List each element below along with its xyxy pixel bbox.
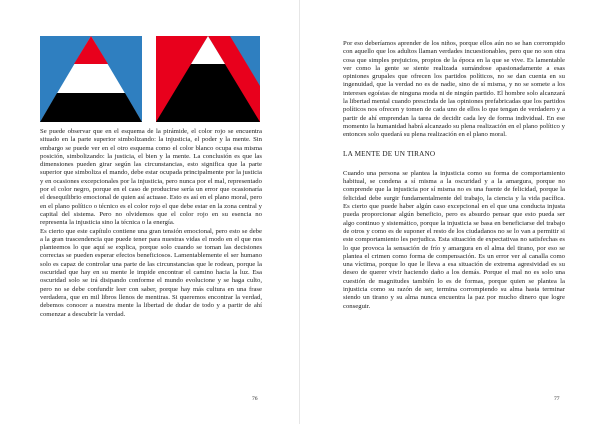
pyramid-diagram-icon	[40, 36, 260, 122]
right-body-text	[343, 40, 565, 311]
left-body-text	[40, 128, 262, 319]
paragraph: Es cierto que este capítulo contiene una gran tensión emocional, pero esto se debe a la gran trascendencia que puede tener para nuestras vidas el modo en el que nos planteemos lo que aquí se explica, porque solo cuando se toman las decisiones correctas se pueden esperar efectos beneficiosos. Lamentablemente el ser humano solo es capaz de controlar una parte de las circunstancias que le rodean, porque la oscuridad que hay en su mente le impide encontrar el camino hacia la luz. Esa oscuridad solo se irá disipando conforme el mundo evolucione y se haga culto, pero no se debe confundir leer con saber, porque hay más cultura en una frase verdadera, que en mil libros llenos de mentiras. Si queremos encontrar la verdad, debemos conocer a nuestra mente la libertad de dudar de todo y a partir de ahí comenzar a descubrir la verdad.	[40, 227, 262, 318]
page-number: 76	[252, 396, 258, 402]
right-page	[300, 0, 600, 424]
paragraph: Se puede observar que en el esquema de la pirámide, el color rojo se encuentra situado en la parte superior simbolizando: la injusticia, el poder y la mente. Sin embargo se puede ver en el otro esquema como el color blanco ocupa esa misma posición, simbolizando: la justicia, el bien y la mente. La conclusión es que las dimensiones pueden girar según las circunstancias, esto significa que la parte superior que simboliza el mando, debe estar ocupada principalmente por la justicia y en ocasiones excepcionales por la injusticia, pero nunca por el mal, representado por el color negro, porque en el caso de producirse sería un error que ocasionaría el desequilibrio emocional de quien así actuase. Esto es así en el plano moral, pero en el plano político o técnico es el color rojo el que debe estar en la zona central y capital del sistema. Pero no olvidemos que el color rojo en su esencia no representa la injusticia sino la técnica o la energía.	[40, 128, 262, 227]
paragraph: Por eso deberíamos aprender de los niños, porque ellos aún no se han corrompido con aquello que los adultos llaman verdades incuestionables, pero que no son otra cosa que simples prejuicios, propios de la época en la que se vive. Es lamentable ver como la gente se siente realizada sumándose apasionadamente a esas opiniones grupales que ofrecen los partidos políticos, no se dan cuenta en su ingenuidad, que la verdad no es de nadie, sino de sí misma, y no se somete a los intereses egoístas de ninguna moda ni de ningún partido. El hombre solo alcanzará la libertad mental cuando prescinda de las opiniones prefabricadas que los partidos políticos nos ofrecen y tomen de cada uno de ellos lo que tengan de verdadero y a partir de ahí emprendan la tarea de decidir cada ley de forma individual. En ese momento la humanidad habrá alcanzado su plena realización en el plano político y entonces solo quedará su plena realización en el plano moral.	[343, 40, 565, 139]
section-heading: LA MENTE DE UN TIRANO	[343, 149, 436, 158]
paragraph: Cuando una persona se plantea la injusticia como su forma de comportamiento habitual, se condena a sí misma a la oscuridad y a la amargura, porque no comprende que la injusticia por sí misma no es una fuente de felicidad, porque la felicidad debe surgir fundamentalmente del trabajo, la ciencia y la vida pacífica. Es cierto que puede haber algún caso excepcional en el que una conducta injusta pueda proporcionar algún beneficio, pero es absurdo pensar que esto pueda ser algo continuo y sistemático, porque la injusticia se basa en beneficiarse del trabajo de otros y como es de suponer el resto de los ciudadanos no se lo van a permitir si este comportamiento les perjudica. Esta situación de expectativas no satisfechas es lo que provoca la sensación de frío y amargura en el alma del tirano, por eso se plantea el crimen como forma de compensación. Es un error ver al canalla como una víctima, porque lo que le lleva a esa situación de extrema agresividad es su deseo de querer vivir haciendo daño a los demás. Porque el mal no es solo una cuestión de magnitudes también lo es de formas, porque quien se plantea la injusticia como su razón de ser, termina corrompiendo su alma hasta terminar siendo un tirano y su alma nunca encuentra la paz por mucho dinero que logre conseguir.	[343, 169, 565, 310]
page-number: 77	[554, 396, 560, 402]
left-black-base	[40, 93, 142, 122]
